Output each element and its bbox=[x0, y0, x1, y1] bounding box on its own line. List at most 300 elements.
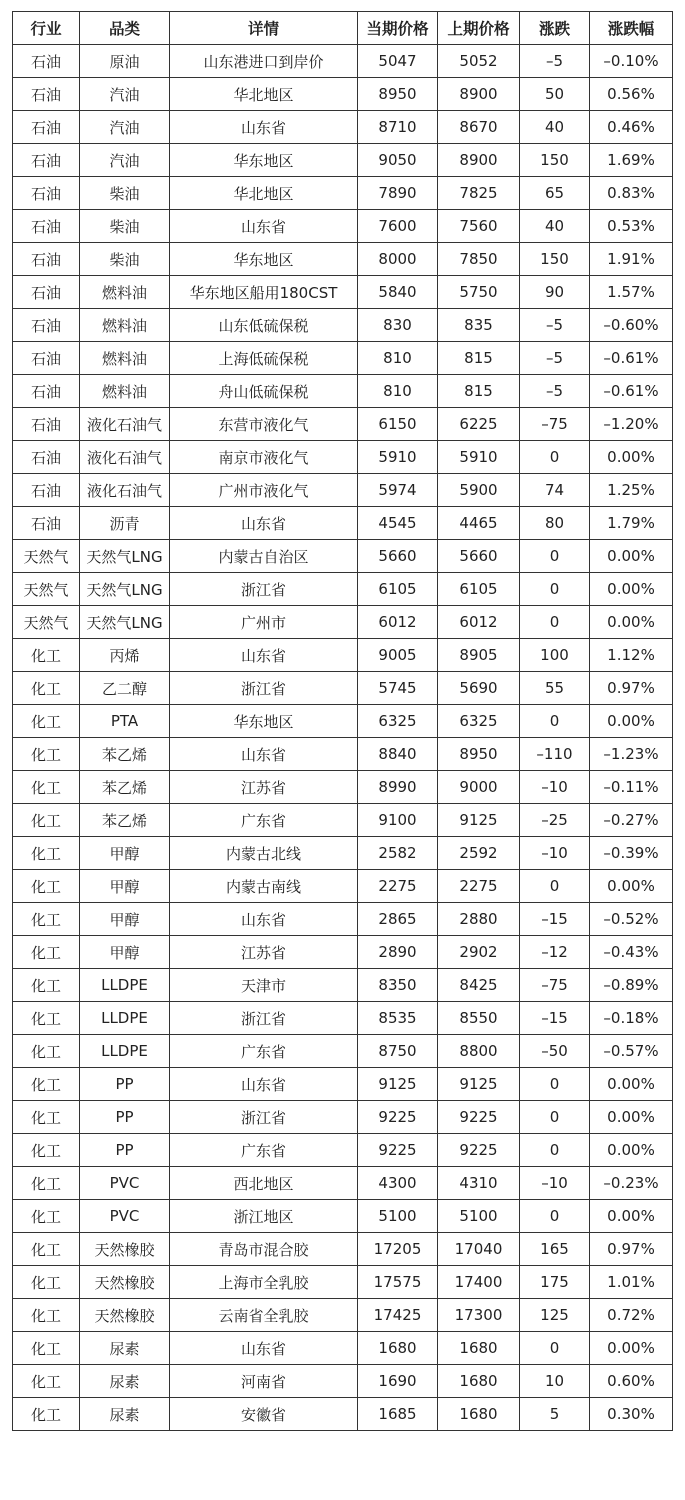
cell-previous-price: 1680 bbox=[438, 1332, 520, 1365]
cell-previous-price: 8550 bbox=[438, 1002, 520, 1035]
cell-industry: 化工 bbox=[13, 1398, 80, 1431]
cell-previous-price: 5100 bbox=[438, 1200, 520, 1233]
cell-category: 丙烯 bbox=[80, 639, 170, 672]
cell-current-price: 1680 bbox=[358, 1332, 438, 1365]
cell-change-percent: –0.10% bbox=[590, 45, 673, 78]
cell-previous-price: 5750 bbox=[438, 276, 520, 309]
cell-category: 甲醇 bbox=[80, 870, 170, 903]
cell-industry: 化工 bbox=[13, 1233, 80, 1266]
cell-detail: 山东省 bbox=[170, 1068, 358, 1101]
cell-change: –10 bbox=[520, 1167, 590, 1200]
cell-industry: 化工 bbox=[13, 1101, 80, 1134]
cell-industry: 石油 bbox=[13, 111, 80, 144]
cell-change: –10 bbox=[520, 837, 590, 870]
cell-industry: 化工 bbox=[13, 969, 80, 1002]
table-row bbox=[13, 1266, 673, 1299]
cell-category: 乙二醇 bbox=[80, 672, 170, 705]
cell-previous-price: 4465 bbox=[438, 507, 520, 540]
cell-change-percent: 1.25% bbox=[590, 474, 673, 507]
cell-current-price: 5660 bbox=[358, 540, 438, 573]
cell-change: –5 bbox=[520, 309, 590, 342]
table-row bbox=[13, 1101, 673, 1134]
header-current-price: 当期价格 bbox=[358, 12, 438, 45]
cell-industry: 石油 bbox=[13, 144, 80, 177]
table-row bbox=[13, 309, 673, 342]
cell-previous-price: 8670 bbox=[438, 111, 520, 144]
cell-industry: 化工 bbox=[13, 804, 80, 837]
cell-category: 液化石油气 bbox=[80, 474, 170, 507]
cell-current-price: 6105 bbox=[358, 573, 438, 606]
cell-change-percent: 0.97% bbox=[590, 1233, 673, 1266]
cell-change: 175 bbox=[520, 1266, 590, 1299]
cell-change: 90 bbox=[520, 276, 590, 309]
table-row bbox=[13, 738, 673, 771]
cell-change-percent: 0.00% bbox=[590, 573, 673, 606]
cell-change-percent: 0.00% bbox=[590, 1134, 673, 1167]
cell-detail: 西北地区 bbox=[170, 1167, 358, 1200]
cell-detail: 广州市液化气 bbox=[170, 474, 358, 507]
cell-change: 125 bbox=[520, 1299, 590, 1332]
cell-change: –10 bbox=[520, 771, 590, 804]
cell-change-percent: –0.18% bbox=[590, 1002, 673, 1035]
cell-previous-price: 8900 bbox=[438, 144, 520, 177]
cell-industry: 化工 bbox=[13, 870, 80, 903]
cell-current-price: 5745 bbox=[358, 672, 438, 705]
cell-category: 柴油 bbox=[80, 177, 170, 210]
table-row bbox=[13, 1200, 673, 1233]
table-row bbox=[13, 1068, 673, 1101]
cell-change: 40 bbox=[520, 111, 590, 144]
cell-category: 苯乙烯 bbox=[80, 771, 170, 804]
cell-change-percent: 1.69% bbox=[590, 144, 673, 177]
cell-category: PVC bbox=[80, 1167, 170, 1200]
cell-detail: 华东地区 bbox=[170, 144, 358, 177]
cell-industry: 石油 bbox=[13, 507, 80, 540]
cell-previous-price: 5052 bbox=[438, 45, 520, 78]
cell-change: 0 bbox=[520, 1101, 590, 1134]
cell-category: 汽油 bbox=[80, 78, 170, 111]
cell-change-percent: –0.60% bbox=[590, 309, 673, 342]
table-row bbox=[13, 837, 673, 870]
cell-current-price: 8950 bbox=[358, 78, 438, 111]
cell-category: LLDPE bbox=[80, 1002, 170, 1035]
cell-current-price: 4300 bbox=[358, 1167, 438, 1200]
cell-previous-price: 6325 bbox=[438, 705, 520, 738]
cell-previous-price: 9225 bbox=[438, 1101, 520, 1134]
cell-current-price: 1690 bbox=[358, 1365, 438, 1398]
table-row bbox=[13, 1002, 673, 1035]
cell-change-percent: 1.79% bbox=[590, 507, 673, 540]
cell-change-percent: 0.00% bbox=[590, 1068, 673, 1101]
cell-industry: 天然气 bbox=[13, 540, 80, 573]
cell-current-price: 810 bbox=[358, 375, 438, 408]
cell-current-price: 4545 bbox=[358, 507, 438, 540]
cell-industry: 石油 bbox=[13, 177, 80, 210]
cell-change-percent: –0.61% bbox=[590, 342, 673, 375]
cell-current-price: 8535 bbox=[358, 1002, 438, 1035]
cell-detail: 山东省 bbox=[170, 639, 358, 672]
cell-current-price: 9050 bbox=[358, 144, 438, 177]
cell-detail: 华北地区 bbox=[170, 78, 358, 111]
header-detail: 详情 bbox=[170, 12, 358, 45]
cell-change: 80 bbox=[520, 507, 590, 540]
cell-category: PP bbox=[80, 1134, 170, 1167]
cell-current-price: 2582 bbox=[358, 837, 438, 870]
cell-change-percent: 0.30% bbox=[590, 1398, 673, 1431]
cell-change-percent: 0.00% bbox=[590, 441, 673, 474]
cell-category: 燃料油 bbox=[80, 375, 170, 408]
cell-detail: 华东地区船用180CST bbox=[170, 276, 358, 309]
table-row bbox=[13, 672, 673, 705]
cell-change: –12 bbox=[520, 936, 590, 969]
cell-industry: 石油 bbox=[13, 309, 80, 342]
cell-previous-price: 2902 bbox=[438, 936, 520, 969]
cell-previous-price: 8800 bbox=[438, 1035, 520, 1068]
table-row bbox=[13, 540, 673, 573]
cell-change-percent: 0.00% bbox=[590, 606, 673, 639]
cell-change: –5 bbox=[520, 375, 590, 408]
cell-category: 柴油 bbox=[80, 210, 170, 243]
cell-change: 10 bbox=[520, 1365, 590, 1398]
cell-detail: 山东省 bbox=[170, 507, 358, 540]
cell-change-percent: –0.61% bbox=[590, 375, 673, 408]
cell-category: 柴油 bbox=[80, 243, 170, 276]
cell-industry: 化工 bbox=[13, 837, 80, 870]
cell-detail: 云南省全乳胶 bbox=[170, 1299, 358, 1332]
cell-change-percent: –0.39% bbox=[590, 837, 673, 870]
cell-change-percent: –0.43% bbox=[590, 936, 673, 969]
table-row bbox=[13, 1035, 673, 1068]
cell-detail: 华北地区 bbox=[170, 177, 358, 210]
cell-previous-price: 17400 bbox=[438, 1266, 520, 1299]
cell-current-price: 9005 bbox=[358, 639, 438, 672]
cell-category: PP bbox=[80, 1068, 170, 1101]
cell-change: 65 bbox=[520, 177, 590, 210]
table-row bbox=[13, 408, 673, 441]
cell-previous-price: 5660 bbox=[438, 540, 520, 573]
cell-previous-price: 5900 bbox=[438, 474, 520, 507]
cell-category: 尿素 bbox=[80, 1398, 170, 1431]
cell-detail: 浙江省 bbox=[170, 573, 358, 606]
header-category: 品类 bbox=[80, 12, 170, 45]
cell-change: 0 bbox=[520, 540, 590, 573]
cell-detail: 青岛市混合胶 bbox=[170, 1233, 358, 1266]
cell-detail: 广东省 bbox=[170, 1134, 358, 1167]
cell-change: –25 bbox=[520, 804, 590, 837]
table-row bbox=[13, 210, 673, 243]
cell-change: 150 bbox=[520, 144, 590, 177]
cell-category: 燃料油 bbox=[80, 309, 170, 342]
cell-category: 原油 bbox=[80, 45, 170, 78]
price-table bbox=[12, 11, 673, 1431]
cell-change-percent: 0.56% bbox=[590, 78, 673, 111]
cell-detail: 浙江省 bbox=[170, 1002, 358, 1035]
cell-change: 50 bbox=[520, 78, 590, 111]
cell-current-price: 17425 bbox=[358, 1299, 438, 1332]
cell-detail: 内蒙古自治区 bbox=[170, 540, 358, 573]
cell-current-price: 5910 bbox=[358, 441, 438, 474]
table-row bbox=[13, 936, 673, 969]
cell-detail: 浙江省 bbox=[170, 1101, 358, 1134]
cell-change-percent: –0.89% bbox=[590, 969, 673, 1002]
cell-current-price: 6150 bbox=[358, 408, 438, 441]
cell-current-price: 5974 bbox=[358, 474, 438, 507]
cell-change: –15 bbox=[520, 903, 590, 936]
cell-change: 5 bbox=[520, 1398, 590, 1431]
cell-previous-price: 6105 bbox=[438, 573, 520, 606]
cell-category: 燃料油 bbox=[80, 276, 170, 309]
cell-category: PP bbox=[80, 1101, 170, 1134]
table-row bbox=[13, 474, 673, 507]
cell-detail: 华东地区 bbox=[170, 243, 358, 276]
cell-current-price: 17205 bbox=[358, 1233, 438, 1266]
cell-change: 40 bbox=[520, 210, 590, 243]
cell-detail: 山东省 bbox=[170, 903, 358, 936]
cell-detail: 河南省 bbox=[170, 1365, 358, 1398]
cell-previous-price: 2880 bbox=[438, 903, 520, 936]
cell-change-percent: 0.53% bbox=[590, 210, 673, 243]
cell-category: 甲醇 bbox=[80, 837, 170, 870]
cell-previous-price: 4310 bbox=[438, 1167, 520, 1200]
table-row bbox=[13, 606, 673, 639]
cell-current-price: 8840 bbox=[358, 738, 438, 771]
cell-change-percent: –0.11% bbox=[590, 771, 673, 804]
cell-previous-price: 8425 bbox=[438, 969, 520, 1002]
table-row bbox=[13, 243, 673, 276]
cell-current-price: 6325 bbox=[358, 705, 438, 738]
cell-current-price: 9225 bbox=[358, 1134, 438, 1167]
cell-previous-price: 9225 bbox=[438, 1134, 520, 1167]
cell-previous-price: 2592 bbox=[438, 837, 520, 870]
cell-change-percent: 0.00% bbox=[590, 1101, 673, 1134]
cell-category: 苯乙烯 bbox=[80, 738, 170, 771]
cell-detail: 广东省 bbox=[170, 804, 358, 837]
cell-previous-price: 7560 bbox=[438, 210, 520, 243]
cell-previous-price: 9000 bbox=[438, 771, 520, 804]
cell-current-price: 5100 bbox=[358, 1200, 438, 1233]
table-row bbox=[13, 573, 673, 606]
cell-industry: 化工 bbox=[13, 705, 80, 738]
table-row bbox=[13, 1299, 673, 1332]
table-row bbox=[13, 441, 673, 474]
table-row bbox=[13, 111, 673, 144]
cell-detail: 舟山低硫保税 bbox=[170, 375, 358, 408]
cell-detail: 南京市液化气 bbox=[170, 441, 358, 474]
cell-previous-price: 6012 bbox=[438, 606, 520, 639]
header-change-percent: 涨跌幅 bbox=[590, 12, 673, 45]
cell-detail: 山东港进口到岸价 bbox=[170, 45, 358, 78]
cell-category: 液化石油气 bbox=[80, 408, 170, 441]
cell-change: 0 bbox=[520, 705, 590, 738]
cell-detail: 浙江地区 bbox=[170, 1200, 358, 1233]
table-row bbox=[13, 177, 673, 210]
cell-change-percent: 1.57% bbox=[590, 276, 673, 309]
cell-current-price: 8750 bbox=[358, 1035, 438, 1068]
cell-current-price: 5840 bbox=[358, 276, 438, 309]
cell-current-price: 7890 bbox=[358, 177, 438, 210]
cell-change-percent: –0.52% bbox=[590, 903, 673, 936]
cell-change: –75 bbox=[520, 408, 590, 441]
cell-previous-price: 835 bbox=[438, 309, 520, 342]
cell-change: –50 bbox=[520, 1035, 590, 1068]
cell-change-percent: 1.12% bbox=[590, 639, 673, 672]
cell-change-percent: 0.72% bbox=[590, 1299, 673, 1332]
cell-previous-price: 9125 bbox=[438, 1068, 520, 1101]
cell-industry: 化工 bbox=[13, 672, 80, 705]
table-header bbox=[13, 12, 673, 45]
cell-industry: 石油 bbox=[13, 45, 80, 78]
cell-category: 汽油 bbox=[80, 144, 170, 177]
cell-current-price: 810 bbox=[358, 342, 438, 375]
cell-category: 燃料油 bbox=[80, 342, 170, 375]
table-row bbox=[13, 639, 673, 672]
cell-industry: 化工 bbox=[13, 1167, 80, 1200]
table-row bbox=[13, 771, 673, 804]
cell-category: 苯乙烯 bbox=[80, 804, 170, 837]
cell-current-price: 8350 bbox=[358, 969, 438, 1002]
cell-change: 0 bbox=[520, 1134, 590, 1167]
cell-previous-price: 17300 bbox=[438, 1299, 520, 1332]
cell-change-percent: 1.91% bbox=[590, 243, 673, 276]
cell-current-price: 8000 bbox=[358, 243, 438, 276]
cell-category: 天然气LNG bbox=[80, 573, 170, 606]
cell-category: 液化石油气 bbox=[80, 441, 170, 474]
cell-change: 0 bbox=[520, 606, 590, 639]
cell-category: 甲醇 bbox=[80, 903, 170, 936]
cell-previous-price: 7825 bbox=[438, 177, 520, 210]
cell-category: 天然气LNG bbox=[80, 540, 170, 573]
cell-current-price: 8710 bbox=[358, 111, 438, 144]
cell-change: 55 bbox=[520, 672, 590, 705]
cell-previous-price: 9125 bbox=[438, 804, 520, 837]
cell-previous-price: 815 bbox=[438, 342, 520, 375]
cell-change-percent: –1.23% bbox=[590, 738, 673, 771]
cell-category: LLDPE bbox=[80, 969, 170, 1002]
cell-change: 74 bbox=[520, 474, 590, 507]
cell-current-price: 8990 bbox=[358, 771, 438, 804]
cell-industry: 化工 bbox=[13, 1002, 80, 1035]
cell-change-percent: –1.20% bbox=[590, 408, 673, 441]
header-industry: 行业 bbox=[13, 12, 80, 45]
table-row bbox=[13, 1233, 673, 1266]
cell-detail: 山东省 bbox=[170, 210, 358, 243]
cell-industry: 天然气 bbox=[13, 606, 80, 639]
cell-change: –75 bbox=[520, 969, 590, 1002]
table-row bbox=[13, 804, 673, 837]
cell-change-percent: 0.00% bbox=[590, 1200, 673, 1233]
cell-detail: 山东低硫保税 bbox=[170, 309, 358, 342]
cell-category: 尿素 bbox=[80, 1365, 170, 1398]
cell-change: 0 bbox=[520, 441, 590, 474]
cell-previous-price: 17040 bbox=[438, 1233, 520, 1266]
cell-industry: 石油 bbox=[13, 375, 80, 408]
cell-industry: 天然气 bbox=[13, 573, 80, 606]
cell-change: –5 bbox=[520, 45, 590, 78]
cell-change: 165 bbox=[520, 1233, 590, 1266]
cell-change-percent: 1.01% bbox=[590, 1266, 673, 1299]
cell-category: 甲醇 bbox=[80, 936, 170, 969]
cell-change: 0 bbox=[520, 1068, 590, 1101]
table-row bbox=[13, 969, 673, 1002]
cell-change: –15 bbox=[520, 1002, 590, 1035]
cell-industry: 化工 bbox=[13, 771, 80, 804]
cell-category: 汽油 bbox=[80, 111, 170, 144]
cell-current-price: 2890 bbox=[358, 936, 438, 969]
cell-current-price: 2275 bbox=[358, 870, 438, 903]
cell-industry: 化工 bbox=[13, 1332, 80, 1365]
cell-current-price: 7600 bbox=[358, 210, 438, 243]
cell-current-price: 1685 bbox=[358, 1398, 438, 1431]
table-row bbox=[13, 1332, 673, 1365]
cell-current-price: 9225 bbox=[358, 1101, 438, 1134]
cell-current-price: 9100 bbox=[358, 804, 438, 837]
cell-change-percent: 0.97% bbox=[590, 672, 673, 705]
cell-category: LLDPE bbox=[80, 1035, 170, 1068]
cell-current-price: 9125 bbox=[358, 1068, 438, 1101]
cell-category: PVC bbox=[80, 1200, 170, 1233]
cell-detail: 江苏省 bbox=[170, 936, 358, 969]
cell-change-percent: 0.00% bbox=[590, 1332, 673, 1365]
table-row bbox=[13, 870, 673, 903]
cell-detail: 上海低硫保税 bbox=[170, 342, 358, 375]
cell-previous-price: 8900 bbox=[438, 78, 520, 111]
cell-previous-price: 1680 bbox=[438, 1398, 520, 1431]
cell-change-percent: –0.23% bbox=[590, 1167, 673, 1200]
cell-detail: 上海市全乳胶 bbox=[170, 1266, 358, 1299]
header-previous-price: 上期价格 bbox=[438, 12, 520, 45]
cell-change-percent: –0.57% bbox=[590, 1035, 673, 1068]
cell-change: 0 bbox=[520, 1332, 590, 1365]
cell-detail: 广东省 bbox=[170, 1035, 358, 1068]
table-row bbox=[13, 78, 673, 111]
table-row bbox=[13, 903, 673, 936]
cell-detail: 广州市 bbox=[170, 606, 358, 639]
cell-category: 天然橡胶 bbox=[80, 1266, 170, 1299]
cell-previous-price: 6225 bbox=[438, 408, 520, 441]
cell-industry: 石油 bbox=[13, 78, 80, 111]
cell-previous-price: 815 bbox=[438, 375, 520, 408]
cell-industry: 石油 bbox=[13, 474, 80, 507]
cell-current-price: 830 bbox=[358, 309, 438, 342]
cell-previous-price: 5690 bbox=[438, 672, 520, 705]
table-row bbox=[13, 1134, 673, 1167]
cell-industry: 化工 bbox=[13, 1134, 80, 1167]
cell-change-percent: 0.00% bbox=[590, 705, 673, 738]
cell-detail: 东营市液化气 bbox=[170, 408, 358, 441]
cell-change: 0 bbox=[520, 573, 590, 606]
cell-industry: 石油 bbox=[13, 243, 80, 276]
cell-previous-price: 8950 bbox=[438, 738, 520, 771]
cell-current-price: 17575 bbox=[358, 1266, 438, 1299]
cell-change-percent: 0.60% bbox=[590, 1365, 673, 1398]
cell-current-price: 2865 bbox=[358, 903, 438, 936]
cell-change: 150 bbox=[520, 243, 590, 276]
cell-industry: 石油 bbox=[13, 408, 80, 441]
table-row bbox=[13, 375, 673, 408]
cell-industry: 化工 bbox=[13, 903, 80, 936]
cell-detail: 浙江省 bbox=[170, 672, 358, 705]
table-row bbox=[13, 144, 673, 177]
cell-industry: 化工 bbox=[13, 738, 80, 771]
cell-detail: 内蒙古南线 bbox=[170, 870, 358, 903]
cell-category: 沥青 bbox=[80, 507, 170, 540]
cell-previous-price: 2275 bbox=[438, 870, 520, 903]
cell-detail: 江苏省 bbox=[170, 771, 358, 804]
cell-industry: 化工 bbox=[13, 1068, 80, 1101]
cell-previous-price: 5910 bbox=[438, 441, 520, 474]
cell-change: 0 bbox=[520, 870, 590, 903]
cell-category: 天然橡胶 bbox=[80, 1233, 170, 1266]
